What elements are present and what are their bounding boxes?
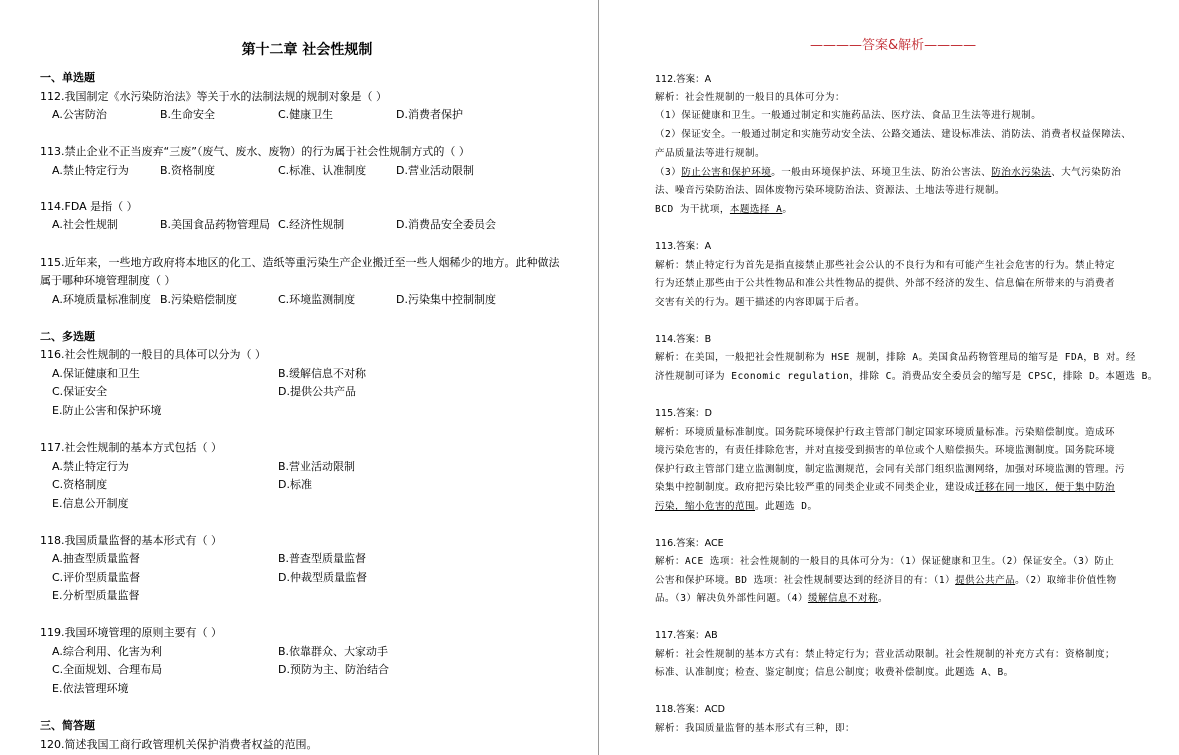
option-116-e: E.防止公害和保护环境 [52,404,162,417]
option-119-e: E.依法管理环境 [52,682,129,695]
text-span: 。 [782,204,793,215]
answer-117-line: 标准、认准制度；检查、鉴定制度；信息公制度；收费补偿制度。此题选 A、B。 [655,667,1014,678]
answer-116-line [655,575,1160,587]
answer-118-line: 解析：我国质量监督的基本形式有三种，即： [655,723,856,734]
underlined-text: 本题选择 A [729,204,783,215]
option-118-a: A.抽查型质量监督 [52,552,140,565]
option-116-c: C.保证安全 [52,385,108,398]
option-116-b: B.缓解信息不对称 [278,367,367,380]
text-span: 。 [877,593,888,604]
answer-113-line: 行为还禁止那些由于公共性物品和准公共性物品的提供、外部不经济的发生、信息偏在所带来的与消费者 [655,278,1116,289]
option-114-d: D.消费品安全委员会 [396,218,496,231]
option-113-a: A.禁止特定行为 [52,164,129,177]
page-divider [598,0,599,755]
answer-116-line [655,593,1160,605]
text-span: 。一般由环境保护法、环境卫生法、防治公害法、 [771,167,992,178]
answer-117-line: 解析：社会性规制的基本方式有：禁止特定行为；营业活动限制。社会性规制的补充方式有：资格制度； [655,649,1116,660]
option-117-d: D.标准 [278,478,312,491]
option-119-c: C.全面规划、合理布局 [52,663,163,676]
answer-115-line [655,482,1160,494]
underlined-text: 迁移在同一地区，便于集中防治 [975,482,1116,493]
option-112-a: A.公害防治 [52,108,107,121]
section-multiple-choice: 二、多选题 [40,330,95,343]
answer-116-line: 解析：ACE 选项：社会性规制的一般目的具体可分为：（1）保证健康和卫生。（2）保证安全。（3）防止 [655,556,1115,567]
option-114-c: C.经济性规制 [278,218,345,231]
option-117-b: B.营业活动限制 [278,460,356,473]
option-119-b: B.依靠群众、大家动手 [278,645,389,658]
option-116-d: D.提供公共产品 [278,385,356,398]
option-119-a: A.综合利用、化害为利 [52,645,162,658]
text-span: 染集中控制制度。政府把污染比较严重的同类企业或不同类企业，建设成 [655,482,976,493]
question-114: 114.FDA 是指（ ） [40,200,138,213]
answer-112-line: （1）保证健康和卫生。一般通过制定和实施药品法、医疗法、食品卫生法等进行规制。 [655,110,1042,121]
underlined-text: 防止公害和保护环境 [681,167,772,178]
answer-115-line: 境污染危害的，有责任排除危害，并对直接受到损害的单位或个人赔偿损失。环境监测制度。国务院环境 [655,445,1116,456]
answer-115-head: 115.答案：D [655,408,712,419]
option-119-d: D.预防为主、防治结合 [278,663,389,676]
option-112-b: B.生命安全 [160,108,216,121]
answer-112-line [655,204,1160,216]
answer-113-line: 解析：禁止特定行为首先是指直接禁止那些社会公认的不良行为和有可能产生社会危害的行为。禁止特定 [655,260,1116,271]
question-115-line1: 115.近年来，一些地方政府将本地区的化工、造纸等重污染生产企业搬迁至一些人烟稀少的地方。此种做法 [40,256,560,269]
option-115-b: B.污染赔偿制度 [160,293,238,306]
underlined-text: 提供公共产品 [955,575,1016,586]
text-span: 品。（3）解决负外部性问题。（4） [655,593,808,604]
option-117-e: E.信息公开制度 [52,497,129,510]
answer-113-head: 113.答案：A [655,241,712,252]
answer-114-line: 解析：在美国，一般把社会性规制称为 HSE 规制，排除 A。美国食品药物管理局的缩写是 FDA，B 对。经 [655,352,1136,363]
option-114-a: A.社会性规制 [52,218,118,231]
question-118: 118.我国质量监督的基本形式有（ ） [40,534,222,547]
option-115-c: C.环境监测制度 [278,293,356,306]
answer-112-line: 解析：社会性规制的一般目的具体可分为： [655,92,846,103]
question-119: 119.我国环境管理的原则主要有（ ） [40,626,222,639]
section-single-choice: 一、单选题 [40,71,95,84]
option-118-c: C.评价型质量监督 [52,571,141,584]
answer-page [600,0,1179,755]
option-118-b: B.普查型质量监督 [278,552,367,565]
option-118-d: D.仲裁型质量监督 [278,571,367,584]
answer-112-head: 112.答案：A [655,74,712,85]
answer-114-head: 114.答案：B [655,334,712,345]
question-116: 116.社会性规制的一般目的具体可以分为（ ） [40,348,266,361]
answer-115-line: 解析：环境质量标准制度。国务院环境保护行政主管部门制定国家环境质量标准。污染赔偿制度。造成环 [655,427,1116,438]
option-112-d: D.消费者保护 [396,108,463,121]
answer-112-line [655,167,1160,179]
answer-117-head: 117.答案：AB [655,630,718,641]
option-113-c: C.标准、认准制度 [278,164,367,177]
question-112: 112.我国制定《水污染防治法》等关于水的法制法规的规制对象是（ ） [40,90,387,103]
option-117-a: A.禁止特定行为 [52,460,129,473]
underlined-text: 防治水污染法 [991,167,1052,178]
option-114-b: B.美国食品药物管理局 [160,218,271,231]
option-112-c: C.健康卫生 [278,108,334,121]
question-120: 120.简述我国工商行政管理机关保护消费者权益的范围。 [40,738,318,751]
answer-title: ————答案&解析———— [810,38,977,53]
answer-114-line: 济性规制可译为 Economic regulation，排除 C。消费品安全委员会的缩写是 CPSC，排除 D。本题选 B。 [655,371,1158,382]
answer-118-head: 118.答案：ACD [655,704,725,715]
option-118-e: E.分析型质量监督 [52,589,140,602]
text-span: BCD 为干扰项， [655,204,730,215]
answer-112-line: （2）保证安全。一般通过制定和实施劳动安全法、公路交通法、建设标准法、消防法、消费者权益保障法、 [655,129,1132,140]
option-113-d: D.营业活动限制 [396,164,474,177]
question-115-line2: 属于哪种环境管理制度（ ） [40,274,176,287]
underlined-text: 污染，缩小危害的范围 [655,501,756,512]
option-116-a: A.保证健康和卫生 [52,367,140,380]
chapter-title: 第十二章 社会性规制 [241,42,373,58]
section-short-answer: 三、简答题 [40,719,95,732]
answer-115-line [655,501,1160,513]
text-span: 、大气污染防治 [1051,167,1122,178]
option-115-d: D.污染集中控制制度 [396,293,496,306]
text-span: （3） [655,167,682,178]
text-span: 。此题选 D。 [755,501,818,512]
option-117-c: C.资格制度 [52,478,108,491]
option-113-b: B.资格制度 [160,164,216,177]
answer-116-head: 116.答案：ACE [655,538,724,549]
answer-112-line: 产品质量法等进行规制。 [655,148,766,159]
text-span: 公害和保护环境。BD 选项：社会性规制要达到的经济目的有：（1） [655,575,956,586]
underlined-text: 缓解信息不对称 [807,593,878,604]
answer-112-line: 法、噪音污染防治法、固体废物污染环境防治法、资源法、土地法等进行规制。 [655,185,1006,196]
question-113: 113.禁止企业不正当废弃“三废”（废气、废水、废物）的行为属于社会性规制方式的（ ） [40,145,470,158]
question-117: 117.社会性规制的基本方式包括（ ） [40,441,222,454]
answer-113-line: 交害有关的行为。题干描述的内容即属于后者。 [655,297,866,308]
answer-115-line: 保护行政主管部门建立监测制度，制定监测规范，会同有关部门组织监测网络，加强对环境监测的管理。污 [655,464,1126,475]
option-115-a: A.环境质量标准制度 [52,293,151,306]
text-span: 。（2）取缔非价值性物 [1015,575,1117,586]
